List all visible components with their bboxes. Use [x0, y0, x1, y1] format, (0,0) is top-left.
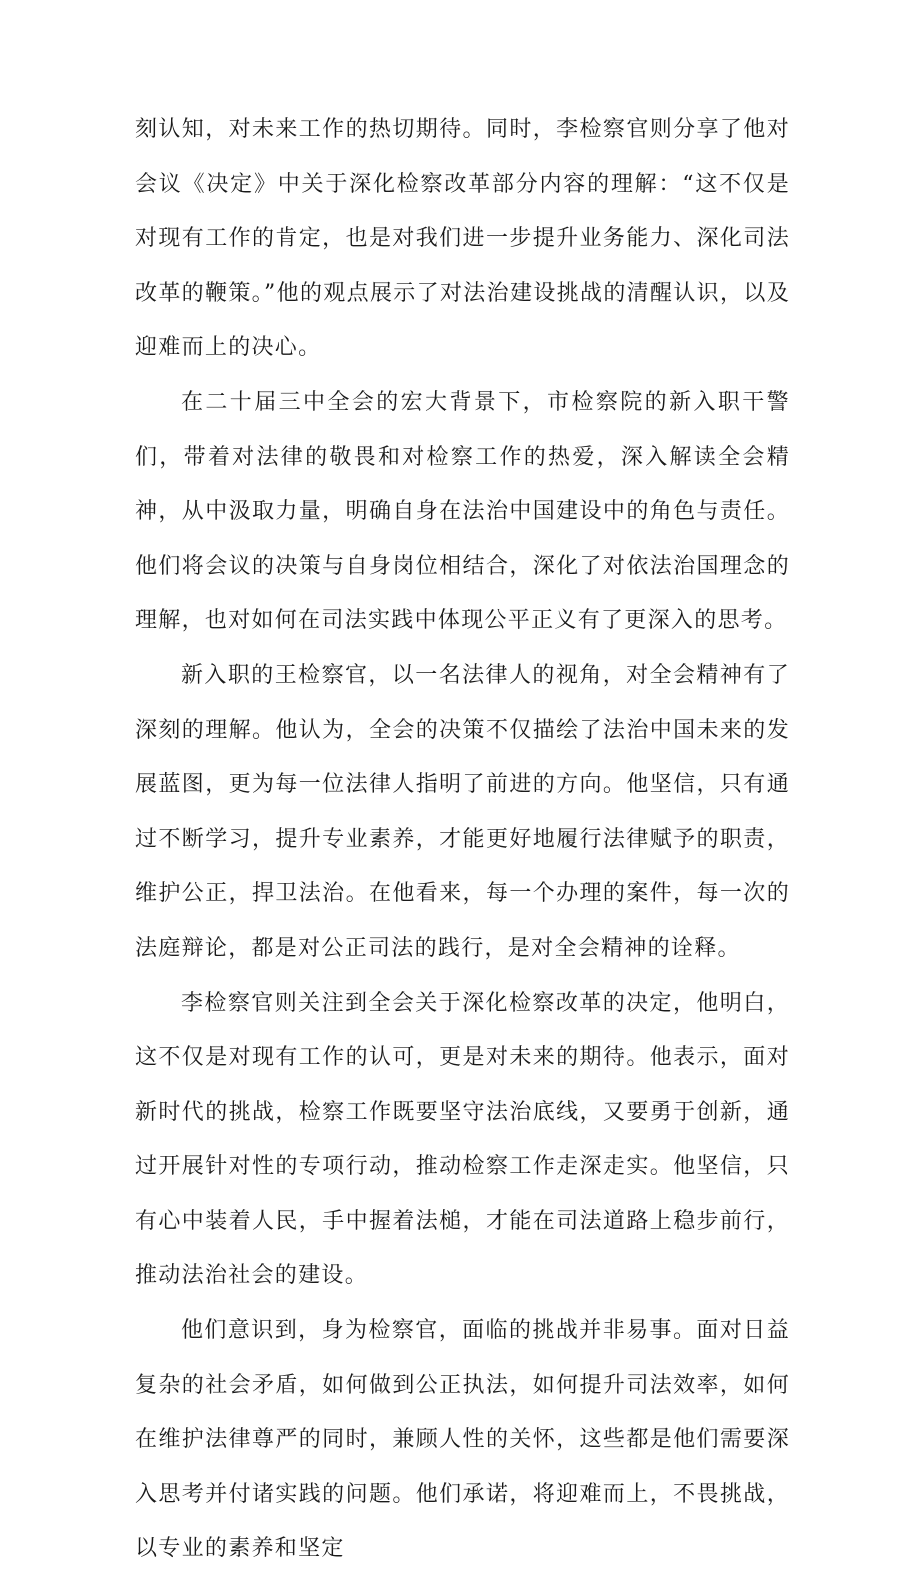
paragraph-4: 李检察官则关注到全会关于深化检察改革的决定，他明白，这不仅是对现有工作的认可，更是对未来的期待。他表示，面对新时代的挑战，检察工作既要坚守法治底线，又要勇于创新，通过开展针对性的专项行动，推动检察工作走深走实。他坚信，只有心中装着人民，手中握着法槌，才能在司法道路上稳步前行，推动法治社会的建设。	[135, 990, 790, 1289]
paragraph-5: 他们意识到，身为检察官，面临的挑战并非易事。面对日益复杂的社会矛盾，如何做到公正执法，如何提升司法效率，如何在维护法律尊严的同时，兼顾人性的关怀，这些都是他们需要深入思考并付诸实践的问题。他们承诺，将迎难而上，不畏挑战，以专业的素养和坚定	[135, 1318, 790, 1562]
paragraph-2: 在二十届三中全会的宏大背景下，市检察院的新入职干警们，带着对法律的敬畏和对检察工作的热爱，深入解读全会精神，从中汲取力量，明确自身在法治中国建设中的角色与责任。他们将会议的决策与自身岗位相结合，深化了对依法治国理念的理解，也对如何在司法实践中体现公平正义有了更深入的思考。	[135, 389, 790, 634]
document-body	[135, 103, 790, 1577]
paragraph-3: 新入职的王检察官，以一名法律人的视角，对全会精神有了深刻的理解。他认为，全会的决策不仅描绘了法治中国未来的发展蓝图，更为每一位法律人指明了前进的方向。他坚信，只有通过不断学习，提升专业素养，才能更好地履行法律赋予的职责，维护公正，捍卫法治。在他看来，每一个办理的案件，每一次的法庭辩论，都是对公正司法的践行，是对全会精神的诠释。	[135, 662, 790, 961]
paragraph-1: 刻认知，对未来工作的热切期待。同时，李检察官则分享了他对会议《决定》中关于深化检察改革部分内容的理解：“这不仅是对现有工作的肯定，也是对我们进一步提升业务能力、深化司法改革的鞭策。”他的观点展示了对法治建设挑战的清醒认识，以及迎难而上的决心。	[135, 117, 790, 361]
